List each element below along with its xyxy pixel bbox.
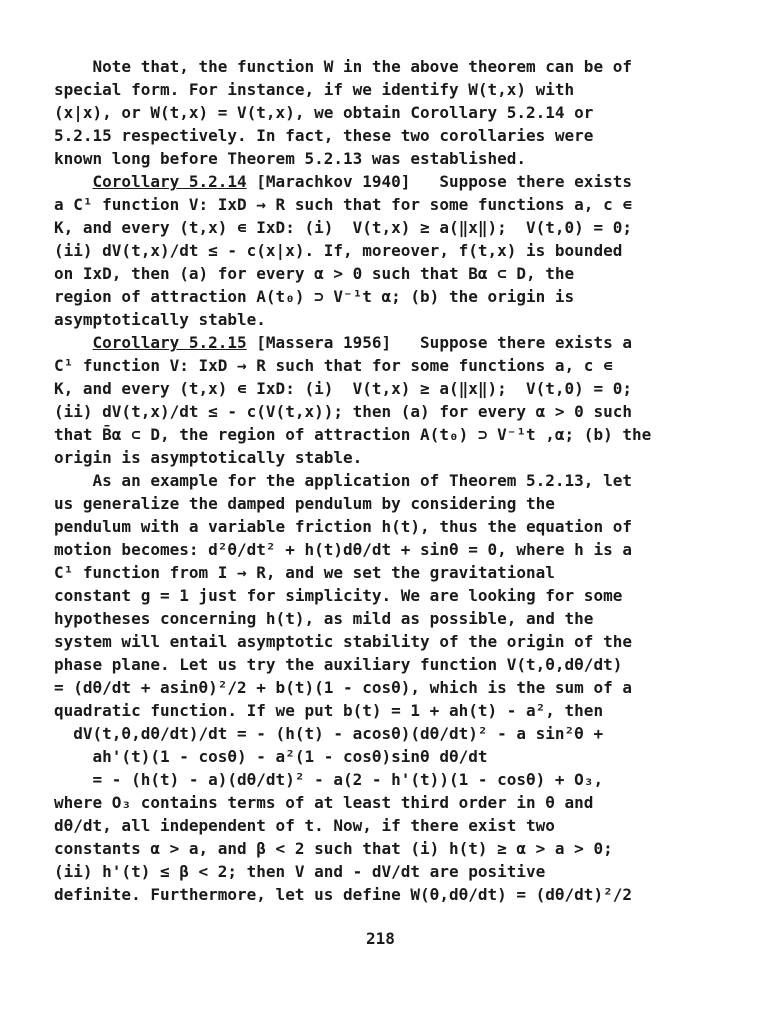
text-line: C¹ function from I → R, and we set the gravitational bbox=[54, 563, 555, 582]
text-line: Note that, the function W in the above theorem can be of bbox=[54, 57, 632, 76]
page-number: 218 bbox=[366, 929, 395, 948]
text-line: 5.2.15 respectively. In fact, these two corollaries were bbox=[54, 126, 594, 145]
text-line: K, and every (t,x) ∊ IxD: (i) V(t,x) ≥ a(‖x‖); V(t,0) = 0; bbox=[54, 218, 632, 237]
corollary-heading: Corollary 5.2.15 bbox=[92, 333, 247, 352]
equation-line: dV(t,θ,dθ/dt)/dt = - (h(t) - acosθ)(dθ/dt)² - a sin²θ + bbox=[54, 724, 604, 743]
text-line: dθ/dt, all independent of t. Now, if there exist two bbox=[54, 816, 555, 835]
corollary-heading: Corollary 5.2.14 bbox=[92, 172, 247, 191]
corollary-5-2-15-line bbox=[54, 333, 632, 353]
text-line: pendulum with a variable friction h(t), thus the equation of bbox=[54, 517, 632, 536]
text-line: region of attraction A(t₀) ⊃ V⁻¹t α; (b) the origin is bbox=[54, 287, 575, 306]
corollary-citation: [Marachkov 1940] Suppose there exists bbox=[246, 172, 632, 191]
text-line: that B̄α ⊂ D, the region of attraction A(t₀) ⊃ V⁻¹t ,α; (b) the bbox=[54, 425, 652, 444]
text-line: where O₃ contains terms of at least third order in θ and bbox=[54, 793, 594, 812]
text-line: (ii) dV(t,x)/dt ≤ - c(V(t,x)); then (a) for every α > 0 such bbox=[54, 402, 632, 421]
text-line: a C¹ function V: IxD → R such that for some functions a, c ∊ bbox=[54, 195, 632, 214]
text-line: constant g = 1 just for simplicity. We are looking for some bbox=[54, 586, 623, 605]
equation-line: = - (h(t) - a)(dθ/dt)² - a(2 - h'(t))(1 - cosθ) + O₃, bbox=[54, 770, 604, 789]
text-line: origin is asymptotically stable. bbox=[54, 448, 363, 467]
text-line: us generalize the damped pendulum by considering the bbox=[54, 494, 555, 513]
text-line: hypotheses concerning h(t), as mild as possible, and the bbox=[54, 609, 594, 628]
text-line: definite. Furthermore, let us define W(θ,dθ/dt) = (dθ/dt)²/2 bbox=[54, 885, 632, 904]
equation-line: ah'(t)(1 - cosθ) - a²(1 - cosθ)sinθ dθ/dt bbox=[54, 747, 488, 766]
text-line: K, and every (t,x) ∊ IxD: (i) V(t,x) ≥ a(‖x‖); V(t,0) = 0; bbox=[54, 379, 632, 398]
text-line: As an example for the application of Theorem 5.2.13, let bbox=[54, 471, 632, 490]
corollary-citation: [Massera 1956] Suppose there exists a bbox=[246, 333, 632, 352]
text-line: motion becomes: d²θ/dt² + h(t)dθ/dt + sinθ = 0, where h is a bbox=[54, 540, 632, 559]
indent bbox=[54, 333, 93, 352]
text-line: C¹ function V: IxD → R such that for some functions a, c ∊ bbox=[54, 356, 613, 375]
text-line: known long before Theorem 5.2.13 was established. bbox=[54, 149, 527, 168]
corollary-5-2-14-line bbox=[54, 172, 632, 192]
text-line: constants α > a, and β < 2 such that (i) h(t) ≥ α > a > 0; bbox=[54, 839, 613, 858]
text-line: phase plane. Let us try the auxiliary function V(t,θ,dθ/dt) bbox=[54, 655, 623, 674]
text-line: (x|x), or W(t,x) = V(t,x), we obtain Corollary 5.2.14 or bbox=[54, 103, 594, 122]
indent bbox=[54, 172, 93, 191]
text-line: = (dθ/dt + asinθ)²/2 + b(t)(1 - cosθ), which is the sum of a bbox=[54, 678, 632, 697]
text-line: (ii) h'(t) ≤ β < 2; then V and - dV/dt are positive bbox=[54, 862, 546, 881]
text-line: (ii) dV(t,x)/dt ≤ - c(x|x). If, moreover, f(t,x) is bounded bbox=[54, 241, 623, 260]
text-line: on IxD, then (a) for every α > 0 such that Bα ⊂ D, the bbox=[54, 264, 575, 283]
text-line: asymptotically stable. bbox=[54, 310, 266, 329]
text-line: quadratic function. If we put b(t) = 1 + ah(t) - a², then bbox=[54, 701, 604, 720]
text-line: special form. For instance, if we identify W(t,x) with bbox=[54, 80, 575, 99]
text-line: system will entail asymptotic stability of the origin of the bbox=[54, 632, 632, 651]
